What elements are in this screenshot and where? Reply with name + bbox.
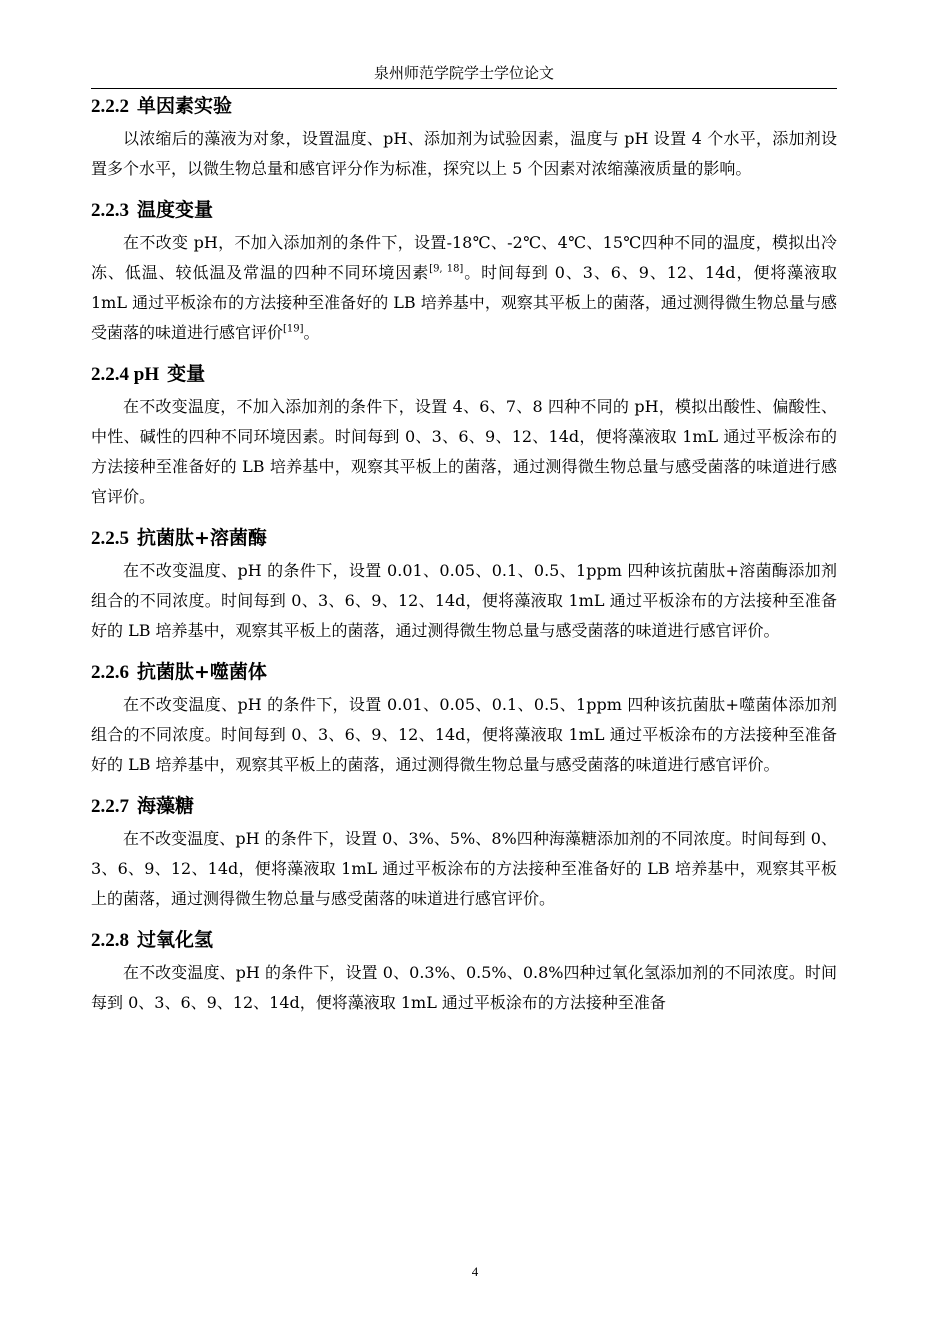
section-body xyxy=(91,392,837,512)
section-heading xyxy=(91,520,837,556)
section-title: 海藻糖 xyxy=(137,795,195,817)
section-2-2-2 xyxy=(91,88,837,184)
section-body xyxy=(91,124,837,184)
section-title: 抗菌肽+噬菌体 xyxy=(137,661,267,683)
running-header: 泉州师范学院学士学位论文 xyxy=(373,64,554,82)
section-title: 过氧化氢 xyxy=(137,929,214,951)
section-2-2-7 xyxy=(91,788,837,914)
section-2-2-6 xyxy=(91,654,837,780)
section-heading xyxy=(91,356,837,392)
body-text: 在不改变 pH，不加入添加剂的条件下，设置-18℃、-2℃、4℃、15℃四种不同的温度，模拟出冷冻、低温、较低温及常温的四种不同环境因素 xyxy=(91,233,837,282)
section-number: 2.2.7 xyxy=(91,796,129,817)
section-body xyxy=(91,556,837,646)
body-text: 以浓缩后的藻液为对象，设置温度、pH、添加剂为试验因素，温度与 pH 设置 4 个水平，添加剂设置多个水平，以微生物总量和感官评分作为标准，探究以上 5 个因素对浓缩藻液质量的影响。 xyxy=(91,129,837,178)
section-number: 2.2.3 xyxy=(91,200,129,221)
section-heading xyxy=(91,88,837,124)
body-text: 。 xyxy=(303,323,320,342)
section-heading xyxy=(91,922,837,958)
section-title: 变量 xyxy=(167,363,206,385)
section-title: 温度变量 xyxy=(137,199,214,221)
body-text: 在不改变温度、pH 的条件下，设置 0、0.3%、0.5%、0.8%四种过氧化氢添加剂的不同浓度。时间每到 0、3、6、9、12、14d，便将藻液取 1mL 通过平板涂布的方法接种至准备 xyxy=(91,963,837,1012)
section-body xyxy=(91,690,837,780)
body-text: 。时间每到 0、3、6、9、12、14d，便将藻液取 1mL 通过平板涂布的方法接种至准备好的 LB 培养基中，观察其平板上的菌落，通过测得微生物总量与感受菌落的味道进行感官评价 xyxy=(91,263,837,342)
section-body xyxy=(91,228,837,348)
section-heading xyxy=(91,192,837,228)
section-number: 2.2.6 xyxy=(91,662,129,683)
section-number: 2.2.5 xyxy=(91,528,129,549)
section-number: 2.2.4 pH xyxy=(91,364,160,385)
section-2-2-5 xyxy=(91,520,837,646)
section-number: 2.2.2 xyxy=(91,96,129,117)
section-body xyxy=(91,824,837,914)
section-2-2-4 xyxy=(91,356,837,512)
citation: [9, 18] xyxy=(429,263,464,275)
section-2-2-3 xyxy=(91,192,837,348)
section-number: 2.2.8 xyxy=(91,930,129,951)
section-heading xyxy=(91,654,837,690)
section-2-2-8 xyxy=(91,922,837,1018)
page-number: 4 xyxy=(471,1264,479,1279)
body-text: 在不改变温度，不加入添加剂的条件下，设置 4、6、7、8 四种不同的 pH，模拟出酸性、偏酸性、中性、碱性的四种不同环境因素。时间每到 0、3、6、9、12、14d，便将藻液取 1mL 通过平板涂布的方法接种至准备好的 LB 培养基中，观察其平板上的菌落，通过测得微生物总量与感受菌落的味道进行感官评价。 xyxy=(91,397,837,506)
body-text: 在不改变温度、pH 的条件下，设置 0.01、0.05、0.1、0.5、1ppm 四种该抗菌肽+噬菌体添加剂组合的不同浓度。时间每到 0、3、6、9、12、14d，便将藻液取 1mL 通过平板涂布的方法接种至准备好的 LB 培养基中，观察其平板上的菌落，通过测得微生物总量与感受菌落的味道进行感官评价。 xyxy=(91,695,837,774)
section-body xyxy=(91,958,837,1018)
section-title: 单因素实验 xyxy=(137,95,233,117)
body-text: 在不改变温度、pH 的条件下，设置 0.01、0.05、0.1、0.5、1ppm 四种该抗菌肽+溶菌酶添加剂组合的不同浓度。时间每到 0、3、6、9、12、14d，便将藻液取 1mL 通过平板涂布的方法接种至准备好的 LB 培养基中，观察其平板上的菌落，通过测得微生物总量与感受菌落的味道进行感官评价。 xyxy=(91,561,837,640)
page-content xyxy=(91,88,837,1026)
body-text: 在不改变温度、pH 的条件下，设置 0、3%、5%、8%四种海藻糖添加剂的不同浓度。时间每到 0、3、6、9、12、14d，便将藻液取 1mL 通过平板涂布的方法接种至准备好的 LB 培养基中，观察其平板上的菌落，通过测得微生物总量与感受菌落的味道进行感官评价。 xyxy=(91,829,837,908)
section-heading xyxy=(91,788,837,824)
citation: [19] xyxy=(283,323,304,335)
section-title: 抗菌肽+溶菌酶 xyxy=(137,527,267,549)
